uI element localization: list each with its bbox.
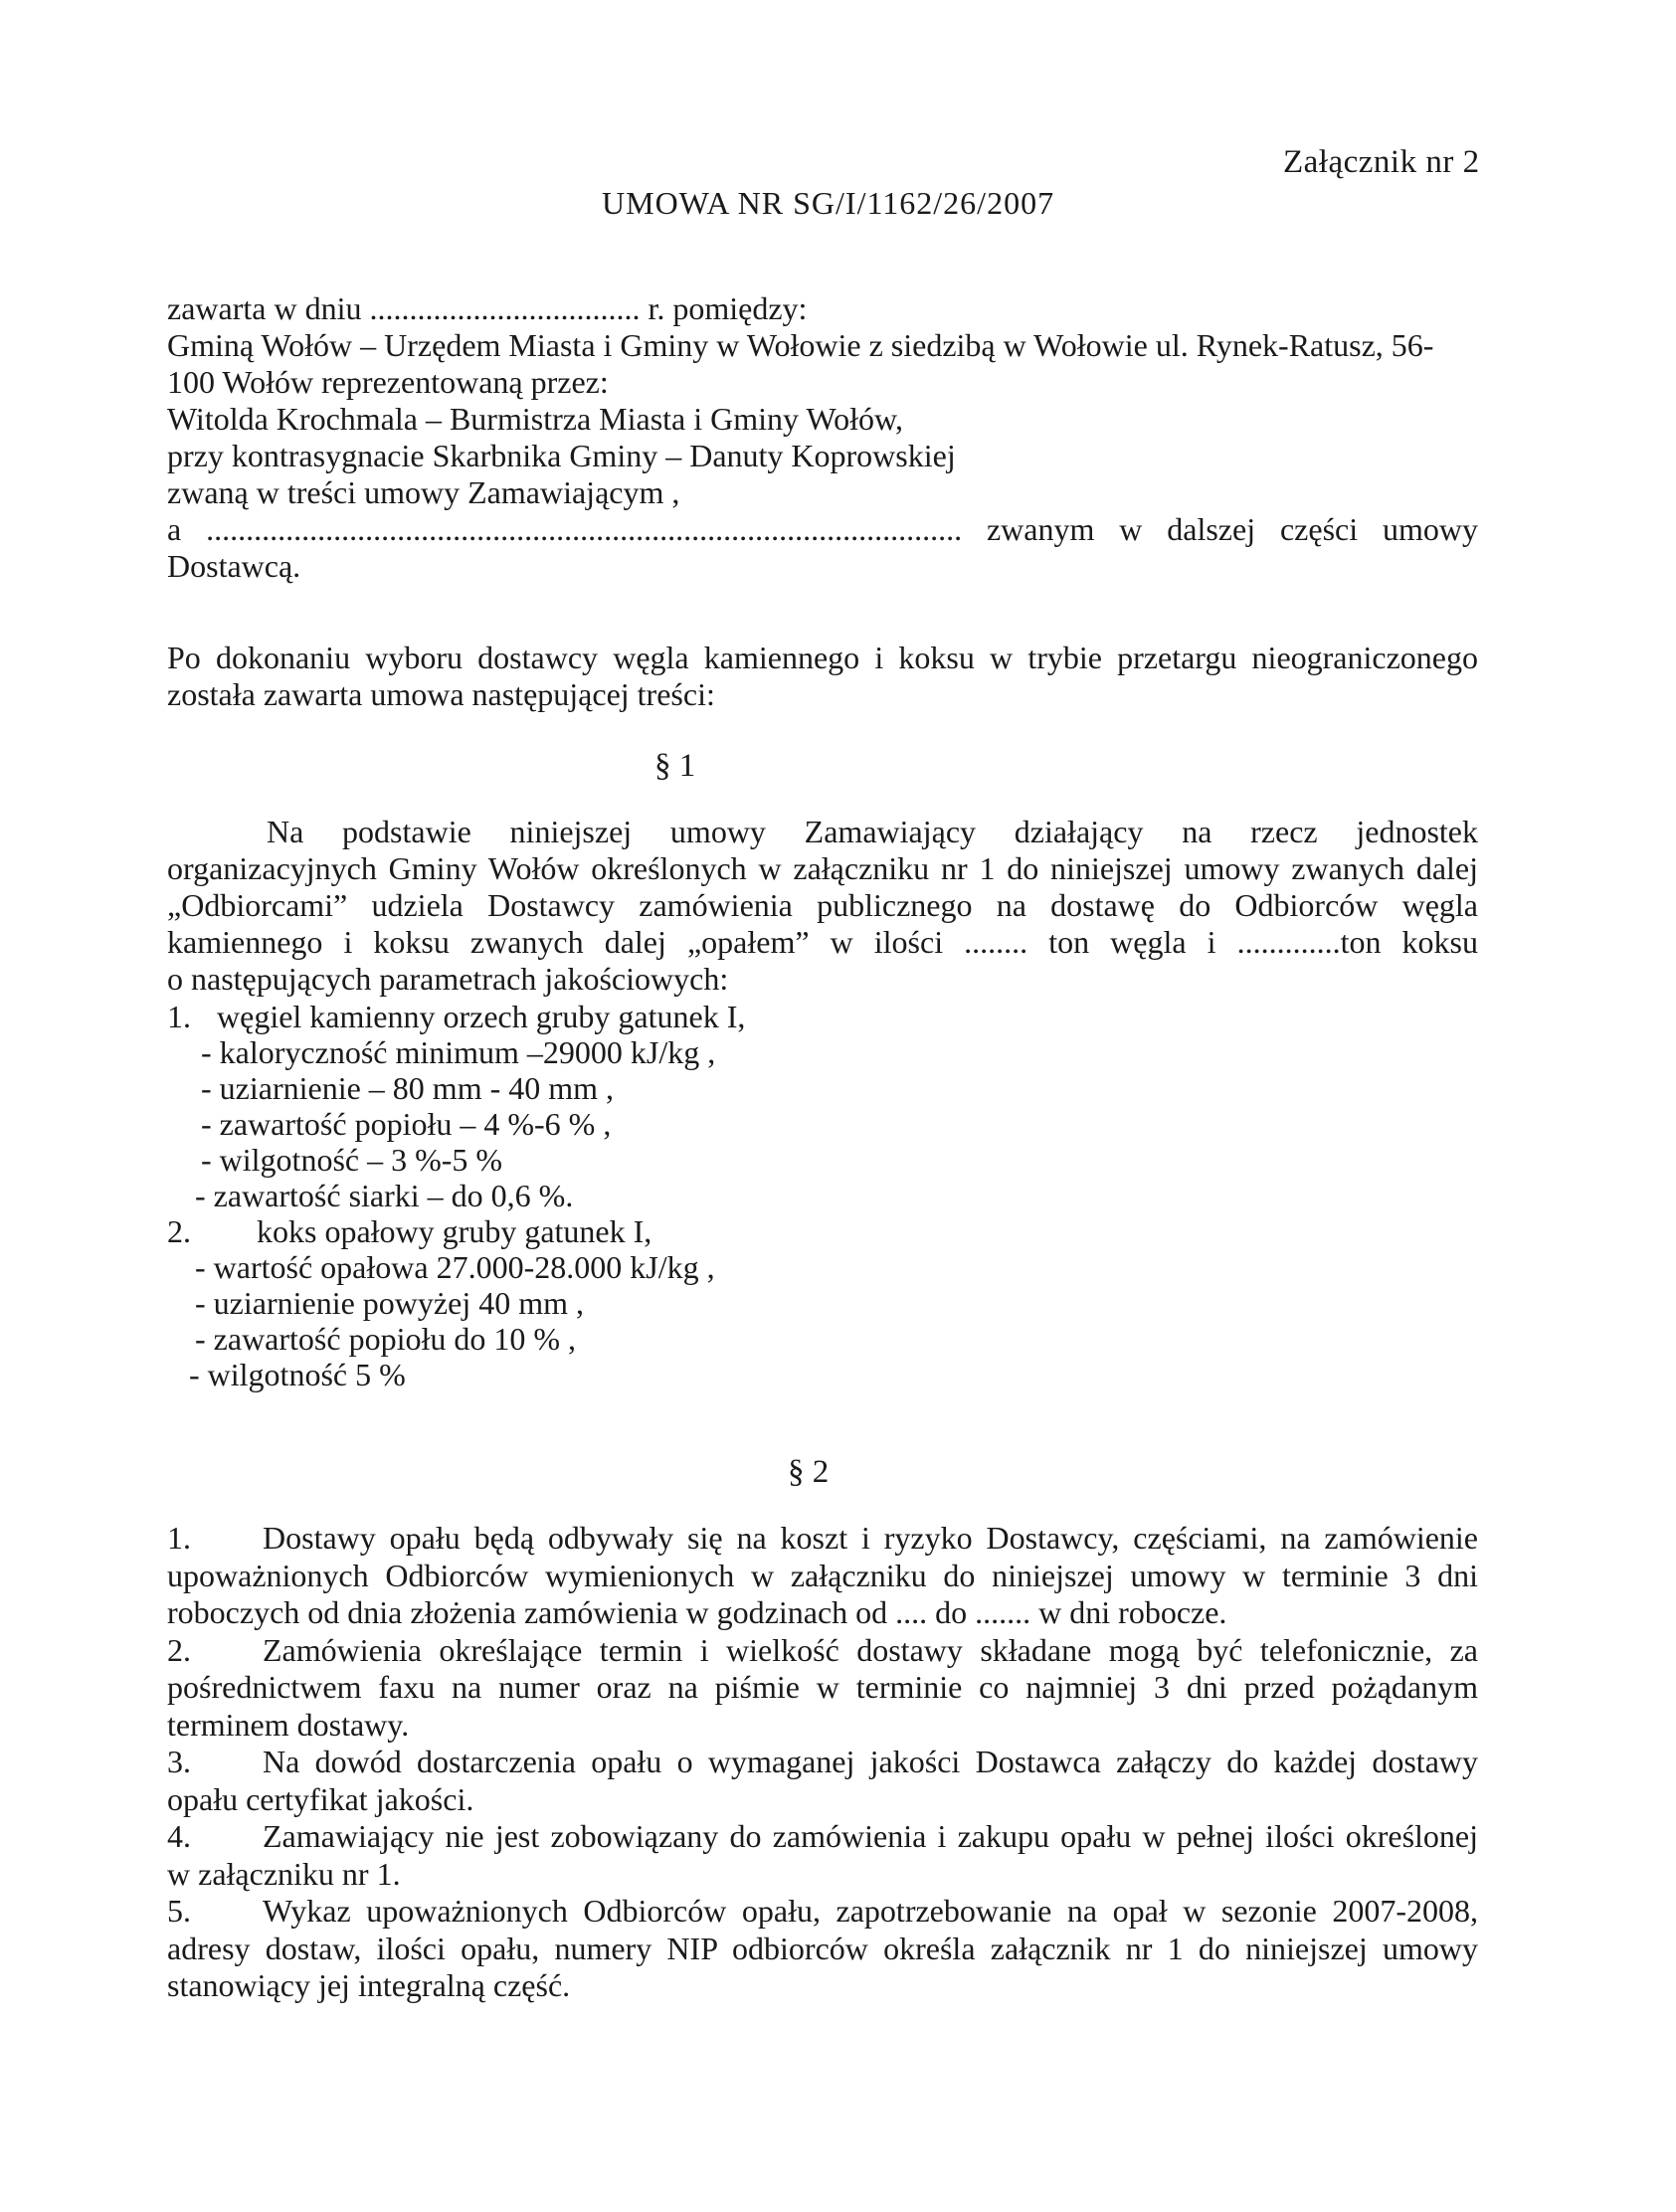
list-item-text: Na dowód dostarczenia opału o wymaganej jakości Dostawca załączy do każdej dostawy <box>263 1744 1478 1779</box>
list-item-text: Dostawy opału będą odbywały się na koszt i ryzyko Dostawcy, częściami, na zamówienie <box>263 1520 1478 1556</box>
param-line: - wartość opałowa 27.000-28.000 kJ/kg , <box>195 1249 715 1285</box>
attachment-label: Załącznik nr 2 <box>1283 144 1480 180</box>
list-item <box>167 1632 1478 1745</box>
list-item-line: w załączniku nr 1. <box>167 1855 401 1892</box>
list-item-number: 2. <box>167 1213 191 1249</box>
intro-line: Gminą Wołów – Urzędem Miasta i Gminy w Wołowie z siedzibą w Wołowie ul. Rynek-Ratusz, 56- <box>167 327 1434 363</box>
list-item-first-line <box>167 1893 1478 1931</box>
intro-line: 100 Wołów reprezentowaną przez: <box>167 364 609 400</box>
list-item <box>167 1744 1478 1818</box>
list-item-number: 1. <box>167 1520 191 1556</box>
list-item-line: opału certyfikat jakości. <box>167 1780 474 1817</box>
param-line: - uziarnienie powyżej 40 mm , <box>195 1285 584 1321</box>
param-line: - wilgotność – 3 %-5 % <box>201 1142 503 1178</box>
list-item-number: 1. <box>167 999 191 1034</box>
list-item-number: 3. <box>167 1744 191 1779</box>
list-item-line: adresy dostaw, ilości opału, numery NIP odbiorców określa załącznik nr 1 do niniejszej umowy <box>167 1930 1478 1966</box>
list-item-line: terminem dostawy. <box>167 1706 410 1743</box>
preamble-line: Po dokonaniu wyboru dostawcy węgla kamiennego i koksu w trybie przetargu nieograniczonego <box>167 640 1478 675</box>
intro-line: zwaną w treści umowy Zamawiającym , <box>167 474 680 510</box>
preamble-paragraph <box>167 640 1478 713</box>
list-item-text: Zamawiający nie jest zobowiązany do zamówienia i zakupu opału w pełnej ilości określonej <box>263 1818 1478 1854</box>
quality-parameters-list <box>167 999 745 1392</box>
list-item <box>167 1893 1478 2005</box>
intro-line: a ............................................................................................... zwanym w dalszej części umowy <box>167 511 1478 547</box>
list-item-label: koks opałowy gruby gatunek I, <box>257 1213 652 1249</box>
list-item-number: 4. <box>167 1818 191 1854</box>
list-item-label: węgiel kamienny orzech gruby gatunek I, <box>217 999 746 1034</box>
list-item-first-line <box>167 1632 1478 1670</box>
list-item-line: roboczych od dnia złożenia zamówienia w godzinach od .... do ....... w dni robocze. <box>167 1594 1227 1630</box>
param-line: - uziarnienie – 80 mm - 40 mm , <box>201 1070 615 1106</box>
section-1-paragraph <box>167 814 1478 998</box>
section-1-line: Na podstawie niniejszej umowy Zamawiający działający na rzecz jednostek <box>267 814 1478 849</box>
list-item <box>167 1818 1478 1893</box>
param-line: - kaloryczność minimum –29000 kJ/kg , <box>201 1034 716 1070</box>
list-item <box>167 1520 1478 1632</box>
intro-line: Witolda Krochmala – Burmistrza Miasta i Gminy Wołów, <box>167 401 903 437</box>
list-item-text: Zamówienia określające termin i wielkość dostawy składane mogą być telefonicznie, za <box>263 1631 1478 1668</box>
param-line: - wilgotność 5 % <box>189 1357 406 1392</box>
list-item <box>167 1213 745 1249</box>
list-item-line: upoważnionych Odbiorców wymienionych w załączniku do niniejszej umowy w terminie 3 dni <box>167 1557 1478 1593</box>
list-item-first-line <box>167 1520 1478 1558</box>
list-item-line: pośrednictwem faxu na numer oraz na piśmie w terminie co najmniej 3 dni przed pożądanym <box>167 1669 1478 1705</box>
section-2-heading: § 2 <box>788 1454 830 1490</box>
section-2-list <box>167 1520 1478 2005</box>
param-line: - zawartość siarki – do 0,6 %. <box>195 1178 574 1213</box>
section-1-line: kamiennego i koksu zwanych dalej „opałem” w ilości ........ ton węgla i .............ton koksu <box>167 924 1478 960</box>
param-line: - zawartość popiołu – 4 %-6 % , <box>201 1106 612 1142</box>
param-line: - zawartość popiołu do 10 % , <box>195 1321 577 1357</box>
contract-title: UMOWA NR SG/I/1162/26/2007 <box>602 185 1055 221</box>
intro-line: Dostawcą. <box>167 548 301 584</box>
list-item-text: Wykaz upoważnionych Odbiorców opału, zapotrzebowanie na opał w sezonie 2007-2008, <box>263 1893 1478 1929</box>
section-1-line: o następujących parametrach jakościowych: <box>167 961 729 997</box>
list-item-number: 2. <box>167 1631 191 1668</box>
list-item <box>167 999 745 1034</box>
preamble-line: została zawarta umowa następującej treści: <box>167 676 715 712</box>
list-item-number: 5. <box>167 1893 191 1929</box>
list-item-first-line <box>167 1818 1478 1856</box>
section-1-line: organizacyjnych Gminy Wołów określonych w załączniku nr 1 do niniejszej umowy zwanych dalej <box>167 850 1478 886</box>
intro-paragraph <box>167 290 1478 585</box>
section-1-line: „Odbiorcami” udziela Dostawcy zamówienia publicznego na dostawę do Odbiorców węgla <box>167 887 1478 923</box>
section-1-heading: § 1 <box>654 748 696 784</box>
intro-line: zawarta w dniu .................................. r. pomiędzy: <box>167 290 808 326</box>
intro-line: przy kontrasygnacie Skarbnika Gminy – Danuty Koprowskiej <box>167 438 956 473</box>
list-item-first-line <box>167 1744 1478 1781</box>
list-item-line: stanowiący jej integralną część. <box>167 1967 571 2003</box>
